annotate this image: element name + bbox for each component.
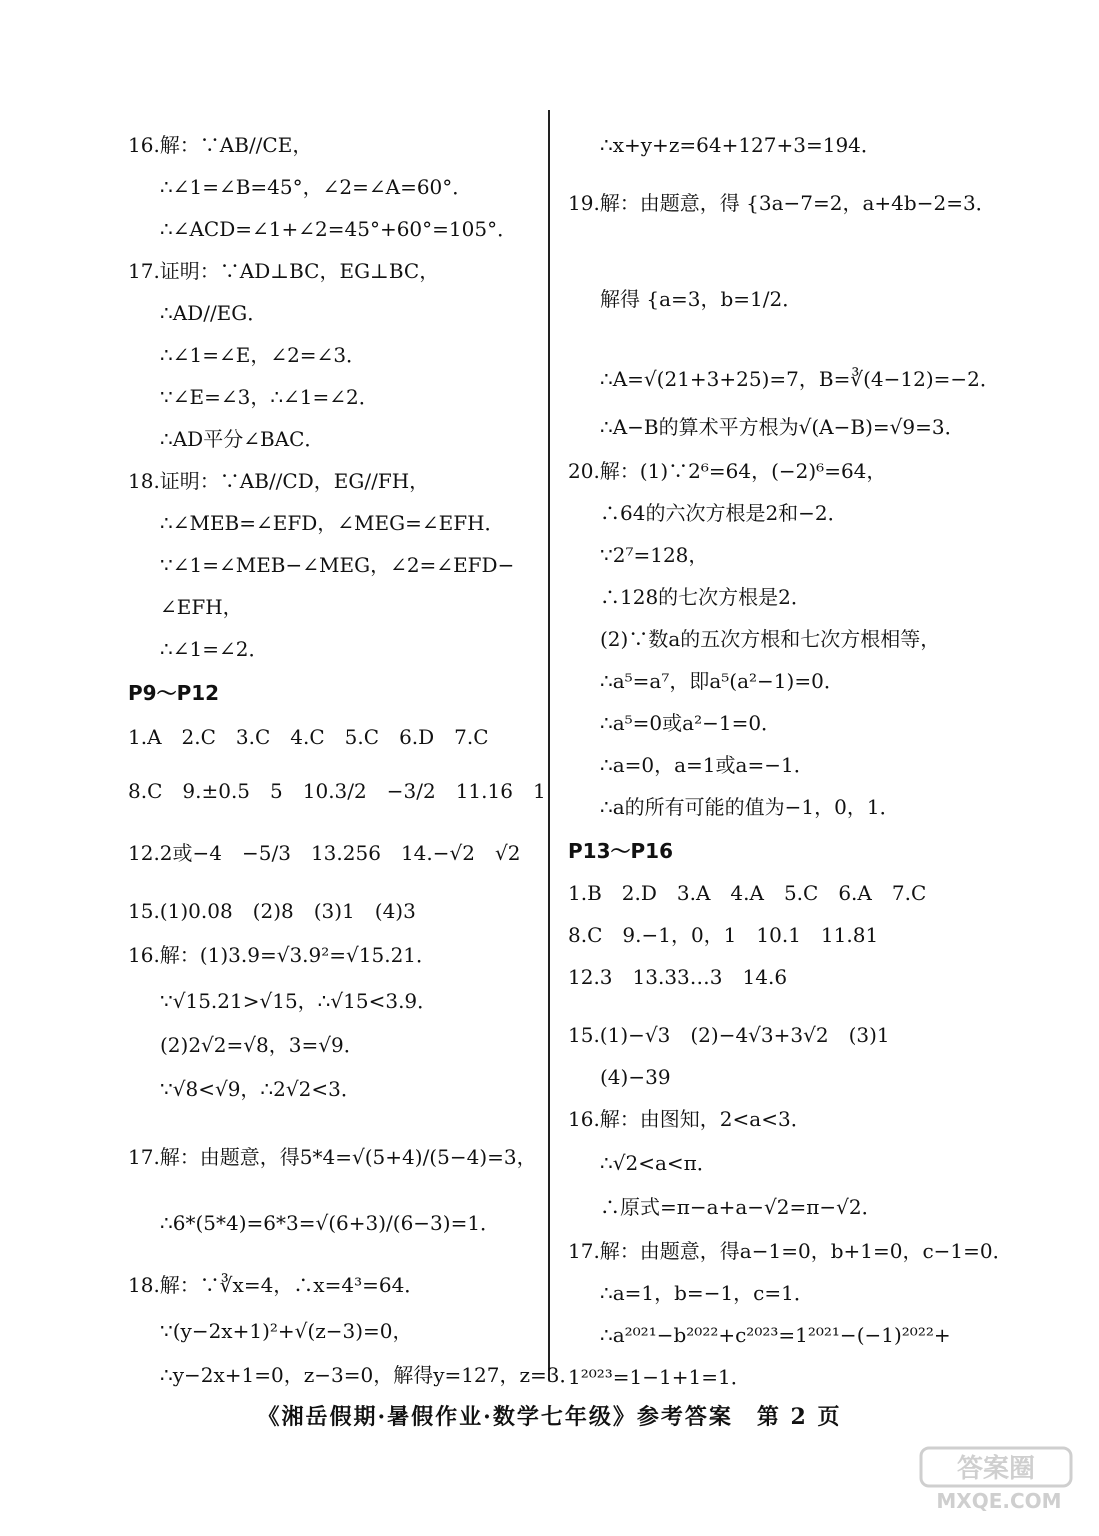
text-line: 16.解：(1)3.9=√3.9²=√15.21． bbox=[128, 943, 437, 967]
text-line: ∴AD//EG． bbox=[160, 301, 268, 325]
section-heading: P9～P12 bbox=[128, 681, 220, 705]
text-line: 1.B 2.D 3.A 4.A 5.C 6.A 7.C bbox=[568, 881, 927, 905]
text-line: ∴A−B的算术平方根为√(A−B)=√9=3． bbox=[600, 415, 965, 439]
text-line: 17.解：由题意，得a−1=0，b+1=0，c−1=0． bbox=[568, 1239, 1013, 1263]
text-line: ∠EFH， bbox=[160, 595, 243, 619]
text-line: 17.证明：∵AD⊥BC，EG⊥BC， bbox=[128, 259, 440, 283]
text-line: 解得 {a=3，b=1/2． bbox=[600, 287, 803, 311]
text-line: ∴√2<a<π． bbox=[600, 1151, 717, 1175]
watermark-text: MXQE.COM bbox=[936, 1489, 1062, 1513]
text-line: (2)∵数a的五次方根和七次方根相等， bbox=[600, 627, 941, 651]
text-line: 18.证明：∵AB//CD，EG//FH， bbox=[128, 469, 430, 493]
text-line: ∴a²⁰²¹−b²⁰²²+c²⁰²³=1²⁰²¹−(−1)²⁰²²+ bbox=[600, 1323, 951, 1347]
text-line: 8.C 9.−1，0，1 10.1 11.81 bbox=[568, 923, 879, 947]
text-line: 12.3 13.33…3 14.6 bbox=[568, 965, 788, 989]
text-line: ∴a的所有可能的值为−1，0，1． bbox=[600, 795, 900, 819]
text-line: ∴64的六次方根是2和−2． bbox=[600, 501, 848, 525]
text-line: ∴6*(5*4)=6*3=√(6+3)/(6−3)=1． bbox=[160, 1211, 501, 1235]
text-line: ∵∠1=∠MEB−∠MEG，∠2=∠EFD− bbox=[160, 553, 515, 577]
text-line: ∴a⁵=0或a²−1=0． bbox=[600, 711, 782, 735]
text-line: ∴128的七次方根是2． bbox=[600, 585, 811, 609]
column-divider bbox=[548, 110, 550, 1380]
text-line: ∵∠E=∠3，∴∠1=∠2． bbox=[160, 385, 379, 409]
text-line: ∴x+y+z=64+127+3=194． bbox=[600, 133, 881, 157]
text-line: 1.A 2.C 3.C 4.C 5.C 6.D 7.C bbox=[128, 725, 489, 749]
text-line: ∴a=1，b=−1，c=1． bbox=[600, 1281, 814, 1305]
text-line: 15.(1)−√3 (2)−4√3+3√2 (3)1 bbox=[568, 1023, 890, 1047]
text-line: ∴∠1=∠E，∠2=∠3． bbox=[160, 343, 367, 367]
text-line: ∴AD平分∠BAC． bbox=[160, 427, 325, 451]
text-line: 19.解：由题意，得 {3a−7=2，a+4b−2=3． bbox=[568, 191, 996, 215]
text-line: 16.解：由图知，2<a<3． bbox=[568, 1107, 811, 1131]
text-line: ∴A=√(21+3+25)=7，B=∛(4−12)=−2． bbox=[600, 367, 1000, 391]
text-line: 12.2或−4 −5/3 13.256 14.−√2 √2 bbox=[128, 841, 521, 865]
text-line: (2)2√2=√8，3=√9． bbox=[160, 1033, 364, 1057]
text-line: ∴a⁵=a⁷，即a⁵(a²−1)=0． bbox=[600, 669, 844, 693]
section-heading: P13～P16 bbox=[568, 839, 673, 863]
text-line: ∴∠MEB=∠EFD，∠MEG=∠EFH． bbox=[160, 511, 505, 535]
text-line: ∵√8<√9，∴2√2<3． bbox=[160, 1077, 361, 1101]
text-line: 20.解：(1)∵2⁶=64，(−2)⁶=64， bbox=[568, 459, 887, 483]
text-line: ∴a=0，a=1或a=−1． bbox=[600, 753, 814, 777]
text-line: ∴∠1=∠2． bbox=[160, 637, 269, 661]
text-line: 8.C 9.±0.5 5 10.3/2 −3/2 11.16 1 bbox=[128, 779, 546, 803]
text-line: ∴原式=π−a+a−√2=π−√2． bbox=[600, 1195, 882, 1219]
text-line: ∵√15.21>√15，∴√15<3.9． bbox=[160, 989, 438, 1013]
text-line: ∴∠ACD=∠1+∠2=45°+60°=105°． bbox=[160, 217, 518, 241]
text-line: ∴∠1=∠B=45°，∠2=∠A=60°． bbox=[160, 175, 473, 199]
text-line: ∴y−2x+1=0，z−3=0，解得y=127，z=3． bbox=[160, 1363, 580, 1387]
text-line: ∵2⁷=128， bbox=[600, 543, 709, 567]
text-line: 15.(1)0.08 (2)8 (3)1 (4)3 bbox=[128, 899, 416, 923]
text-line: 17.解：由题意，得5*4=√(5+4)/(5−4)=3， bbox=[128, 1145, 537, 1169]
text-line: ∵(y−2x+1)²+√(z−3)=0， bbox=[160, 1319, 413, 1343]
text-line: (4)−39 bbox=[600, 1065, 671, 1089]
svg-text:答案圈: 答案圈 bbox=[956, 1454, 1036, 1484]
text-line: 16.解：∵AB//CE， bbox=[128, 133, 313, 157]
text-line: 18.解：∵∛x=4，∴x=4³=64． bbox=[128, 1273, 425, 1297]
page-footer: 《湘岳假期·暑假作业·数学七年级》参考答案 第 2 页 bbox=[257, 1404, 842, 1430]
watermark-logo bbox=[919, 1444, 1079, 1516]
text-line: 1²⁰²³=1−1+1=1． bbox=[568, 1365, 751, 1389]
